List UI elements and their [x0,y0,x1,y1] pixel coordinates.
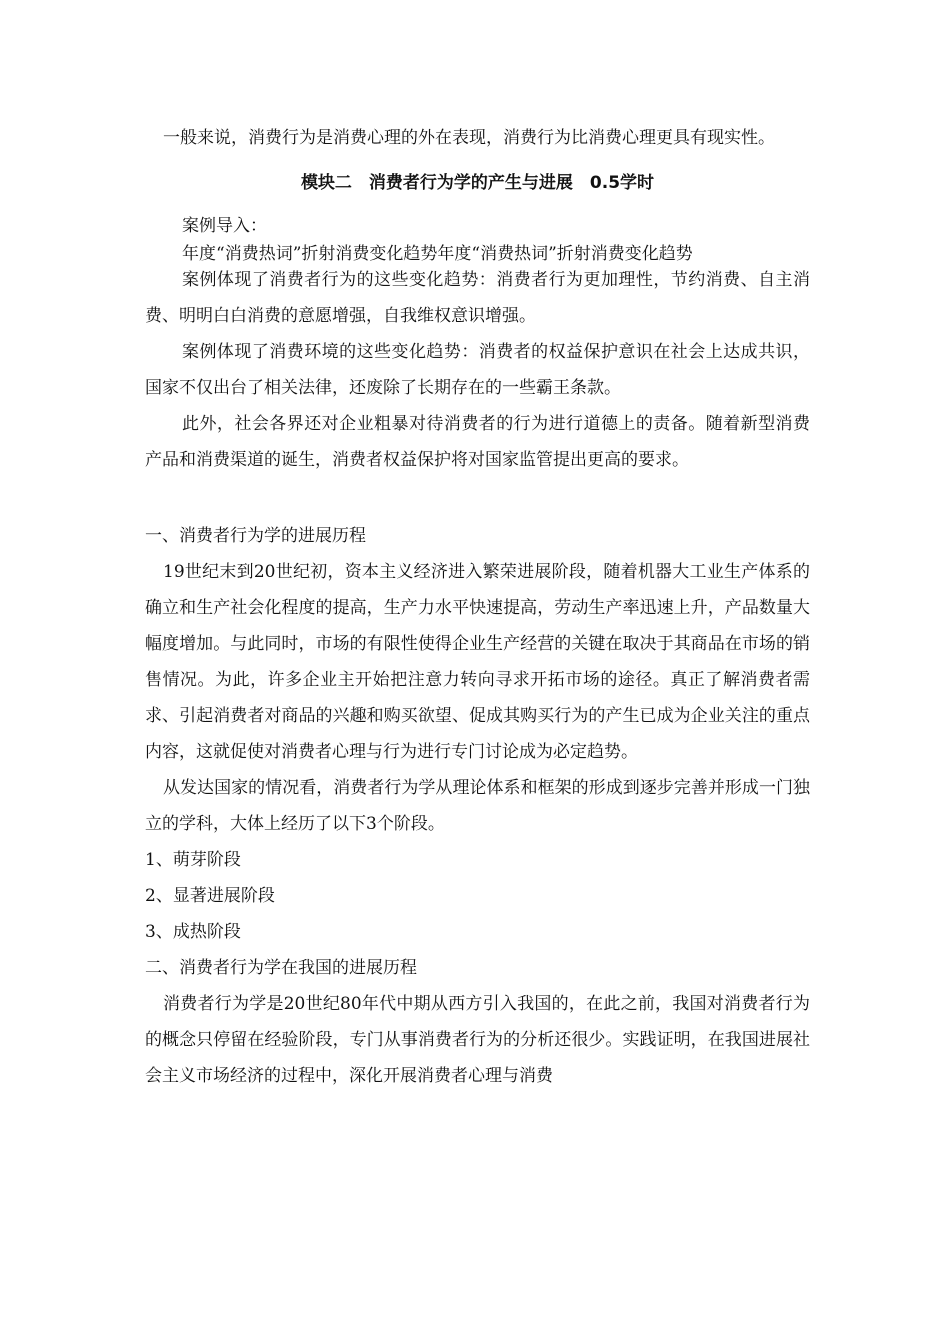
section1-paragraph-1: 19世纪末到20世纪初，资本主义经济进入繁荣进展阶段，随着机器大工业生产体系的确立和生产社会化程度的提高，生产力水平快速提高，劳动生产率迅速上升，产品数量大幅度增加。与此同时，市场的有限性使得企业生产经营的关键在取决于其商品在市场的销售情况。为此，许多企业主开始把注意力转向寻求开拓市场的途径。真正了解消费者需求、引起消费者对商品的兴趣和购买欲望、促成其购买行为的产生已成为企业关注的重点内容，这就促使对消费者心理与行为进行专门讨论成为必定趋势。 [145,562,810,762]
case-paragraph-3: 此外，社会各界还对企业粗暴对待消费者的行为进行道德上的责备。随着新型消费产品和消费渠道的诞生，消费者权益保护将对国家监管提出更高的要求。 [145,414,810,470]
case-paragraph-1: 案例体现了消费者行为的这些变化趋势：消费者行为更加理性，节约消费、自主消费、明明白白消费的意愿增强，自我维权意识增强。 [145,270,810,326]
stage-item-2: 2、显著进展阶段 [145,886,275,906]
section1-paragraph-2: 从发达国家的情况看，消费者行为学从理论体系和框架的形成到逐步完善并形成一门独立的学科，大体上经历了以下3个阶段。 [145,778,810,834]
module-title: 模块二 消费者行为学的产生与进展 0.5学时 [300,173,655,193]
document-body [145,124,810,1094]
case-title: 年度“消费热词”折射消费变化趋势年度“消费热词”折射消费变化趋势 [182,244,693,264]
blank-line [145,478,810,514]
intro-paragraph: 一般来说，消费行为是消费心理的外在表现，消费行为比消费心理更具有现实性。 [163,128,775,148]
section2-paragraph: 消费者行为学是20世纪80年代中期从西方引入我国的，在此之前，我国对消费者行为的概念只停留在经验阶段，专门从事消费者行为的分析还很少。实践证明，在我国进展社会主义市场经济的过程中，深化开展消费者心理与消费 [145,994,810,1086]
section-heading-2: 二、消费者行为学在我国的进展历程 [145,958,417,978]
case-paragraph-2: 案例体现了消费环境的这些变化趋势：消费者的权益保护意识在社会上达成共识，国家不仅出台了相关法律，还废除了长期存在的一些霸王条款。 [145,342,810,398]
stage-item-3: 3、成热阶段 [145,922,241,942]
stage-item-1: 1、萌芽阶段 [145,850,241,870]
section-heading-1: 一、消费者行为学的进展历程 [145,526,366,546]
case-label: 案例导入： [182,216,267,236]
